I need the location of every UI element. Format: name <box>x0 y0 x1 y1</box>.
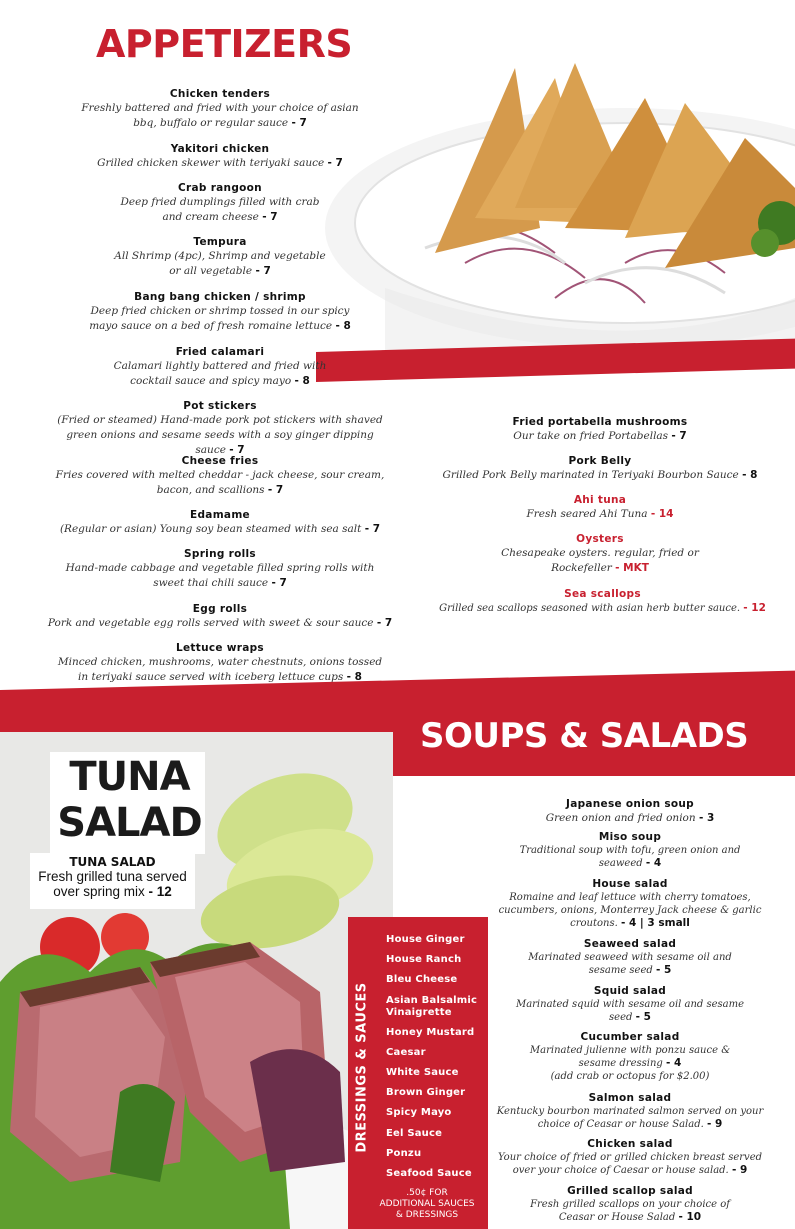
dressing-item: House Ranch <box>386 954 462 966</box>
item-name: Pork Belly <box>568 455 632 467</box>
list-item <box>495 797 765 826</box>
item-price: - 4 <box>666 1057 682 1069</box>
dressing-item: Caesar <box>386 1046 426 1058</box>
item-desc: Calamari lightly battered and fried with cocktail sauce and spicy mayo <box>113 360 327 387</box>
item-name: Cucumber salad <box>580 1031 680 1043</box>
dressings-note <box>372 1188 482 1221</box>
item-price: - MKT <box>615 562 649 574</box>
item-price: - 12 <box>743 602 766 614</box>
tuna-heading-line2: SALAD <box>57 800 202 846</box>
item-price: - 8 <box>742 469 758 481</box>
list-item <box>495 1030 765 1083</box>
item-desc: (Regular or asian) Young soy bean steamed with sea salt <box>59 523 362 535</box>
list-item <box>30 602 410 631</box>
dressing-item: Bleu Cheese <box>386 974 458 986</box>
item-price: - 8 <box>294 375 310 387</box>
item-desc: Chesapeake oysters. regular, fried or Rockefeller <box>501 547 699 574</box>
item-desc: (Fried or steamed) Hand-made pork pot stickers with shaved green onions and sesame seeds with a soy ginger dipping sauce <box>57 414 383 456</box>
list-item <box>490 1091 770 1131</box>
item-desc: Freshly battered and fried with your choice of asian bbq, buffalo or regular sauce <box>81 102 359 129</box>
list-item <box>420 532 780 576</box>
item-name: Yakitori chicken <box>170 143 270 155</box>
item-desc: Grilled chicken skewer with teriyaki sauce <box>97 157 325 169</box>
dressing-item: Spicy Mayo <box>386 1107 452 1119</box>
item-price: - 9 <box>731 1164 748 1176</box>
item-price: - 7 <box>229 444 245 456</box>
item-name: Pot stickers <box>183 400 257 412</box>
item-name: Japanese onion soup <box>565 798 694 810</box>
list-item <box>495 984 765 1024</box>
tuna-salad-card <box>30 853 195 909</box>
tuna-salad-name: TUNA SALAD <box>69 855 156 869</box>
item-price: - 8 <box>346 671 362 683</box>
item-desc: Pork and vegetable egg rolls served with sweet & sour sauce <box>47 617 374 629</box>
item-desc: Romaine and leaf lettuce with cherry tomatoes, cucumbers, onions, Monterrey Jack cheese & garlic croutons. <box>498 892 762 929</box>
dressing-item: White Sauce <box>386 1067 459 1079</box>
item-desc: Green onion and fried onion <box>545 812 696 824</box>
tuna-salad-desc-line1: Fresh grilled tuna served <box>38 869 187 884</box>
item-price: - 7 <box>271 577 287 589</box>
tuna-salad-desc-line2: over spring mix <box>53 884 145 899</box>
item-name: Egg rolls <box>192 603 248 615</box>
item-desc: Our take on fried Portabellas <box>513 430 669 442</box>
item-name: Chicken tenders <box>169 88 271 100</box>
dressing-item: Ponzu <box>386 1147 422 1159</box>
list-item <box>40 290 400 334</box>
item-desc: Hand-made cabbage and vegetable filled spring rolls with sweet thai chili sauce <box>65 562 375 589</box>
item-price: - 14 <box>650 508 674 520</box>
item-name: Bang bang chicken / shrimp <box>134 291 306 303</box>
item-name: Cheese fries <box>181 455 259 467</box>
dressing-item: Asian Balsalmic Vinaigrette <box>386 994 478 1018</box>
item-name: Miso soup <box>598 831 662 843</box>
item-name: Salmon salad <box>588 1092 672 1104</box>
item-name: Edamame <box>190 509 250 521</box>
dressings-title <box>350 960 374 1175</box>
item-price: - 3 <box>698 812 715 824</box>
item-name: Fried portabella mushrooms <box>512 416 688 428</box>
item-desc: Marinated seaweed with sesame oil and sesame seed <box>528 952 732 976</box>
item-price: - 5 <box>635 1011 651 1023</box>
item-price: - 8 <box>335 320 351 332</box>
list-item <box>30 641 410 685</box>
item-name: House salad <box>592 878 668 890</box>
item-name: Chicken salad <box>587 1138 673 1150</box>
item-desc: Kentucky bourbon marinated salmon served on your choice of Ceasar or house Salad. <box>496 1106 764 1130</box>
item-price: - 7 <box>327 157 343 169</box>
item-price: - 9 <box>706 1118 723 1130</box>
item-price: - 7 <box>291 117 307 129</box>
dressings-title-text: DRESSINGS & SAUCES <box>354 982 370 1153</box>
list-item <box>40 142 400 171</box>
item-note: (add crab or octopus for $2.00) <box>550 1071 710 1082</box>
item-desc: Traditional soup with tofu, green onion and seaweed <box>519 845 741 869</box>
list-item <box>495 830 765 870</box>
item-name: Seaweed salad <box>583 938 677 950</box>
item-price: - 10 <box>678 1211 702 1223</box>
dressing-item: Brown Ginger <box>386 1087 466 1099</box>
item-price: - 7 <box>267 484 284 496</box>
dressings-note-line3: & DRESSINGS <box>395 1210 459 1220</box>
list-item <box>410 454 790 483</box>
item-price: - 7 <box>255 265 271 277</box>
item-name: Sea scallops <box>564 588 641 600</box>
item-name: Lettuce wraps <box>176 642 264 654</box>
item-price: - 7 <box>262 211 278 223</box>
item-desc: All Shrimp (4pc), Shrimp and vegetable or all vegetable <box>114 250 326 277</box>
list-item <box>420 415 780 444</box>
dressing-item: Eel Sauce <box>386 1127 443 1139</box>
item-desc: Your choice of fried or grilled chicken breast served over your choice of Caesar or house salad. <box>497 1152 763 1176</box>
list-item <box>40 345 400 389</box>
item-name: Crab rangoon <box>178 182 262 194</box>
item-name: Fried calamari <box>175 346 265 358</box>
list-item <box>30 399 410 458</box>
item-name: Grilled scallop salad <box>567 1185 693 1197</box>
list-item <box>490 1137 770 1177</box>
list-item <box>30 454 410 498</box>
dressing-item: Seafood Sauce <box>386 1168 472 1180</box>
list-item <box>410 587 795 616</box>
item-desc: Grilled sea scallops seasoned with asian herb butter sauce. <box>439 603 741 614</box>
soups-salads-title: SOUPS & SALADS <box>420 716 749 756</box>
item-desc: Fresh seared Ahi Tuna <box>526 508 648 520</box>
item-name: Tempura <box>193 236 247 248</box>
item-desc: Marinated squid with sesame oil and sesame seed <box>515 999 745 1023</box>
item-desc: Marinated julienne with ponzu sauce & sesame dressing <box>529 1045 731 1069</box>
item-name: Ahi tuna <box>573 494 627 506</box>
appetizers-title: APPETIZERS <box>96 22 353 66</box>
item-desc: Fresh grilled scallops on your choice of Ceasar or House Salad <box>530 1199 730 1223</box>
item-desc: Fries covered with melted cheddar - jack cheese, sour cream, bacon, and scallions <box>55 469 385 496</box>
list-item <box>40 235 400 279</box>
item-price: - 7 <box>671 430 687 442</box>
item-price: - 7 <box>376 617 393 629</box>
item-price: - 7 <box>364 523 381 535</box>
list-item <box>40 181 400 225</box>
tuna-heading-line1: TUNA <box>69 754 190 800</box>
item-desc: Grilled Pork Belly marinated in Teriyaki Bourbon Sauce <box>442 469 739 481</box>
list-item <box>30 547 410 591</box>
item-name: Squid salad <box>593 985 667 997</box>
dressings-note-line2: ADDITIONAL SAUCES <box>379 1199 475 1209</box>
dressing-item: House Ginger <box>386 934 465 945</box>
item-name: Oysters <box>576 533 624 545</box>
list-item <box>40 87 400 131</box>
item-price: - 5 <box>655 964 672 976</box>
list-item <box>495 937 765 977</box>
list-item <box>420 493 780 522</box>
item-price: - 4 | 3 small <box>620 917 690 929</box>
tuna-salad-heading <box>57 754 202 846</box>
dressing-item: Honey Mustard <box>386 1026 475 1038</box>
item-name: Spring rolls <box>184 548 256 560</box>
list-item <box>490 877 770 930</box>
tuna-salad-price: - 12 <box>148 884 172 899</box>
item-desc: Minced chicken, mushrooms, water chestnuts, onions tossed in teriyaki sauce served with iceberg lettuce cups <box>57 656 383 683</box>
list-item <box>495 1184 765 1224</box>
dressings-list <box>386 930 486 1184</box>
list-item <box>30 508 410 537</box>
item-desc: Deep fried dumplings filled with crab and cream cheese <box>120 196 320 223</box>
item-desc: Deep fried chicken or shrimp tossed in our spicy mayo sauce on a bed of fresh romaine lettuce <box>89 305 350 332</box>
dressings-note-line1: .50¢ FOR <box>406 1188 448 1198</box>
item-price: - 4 <box>645 857 662 869</box>
